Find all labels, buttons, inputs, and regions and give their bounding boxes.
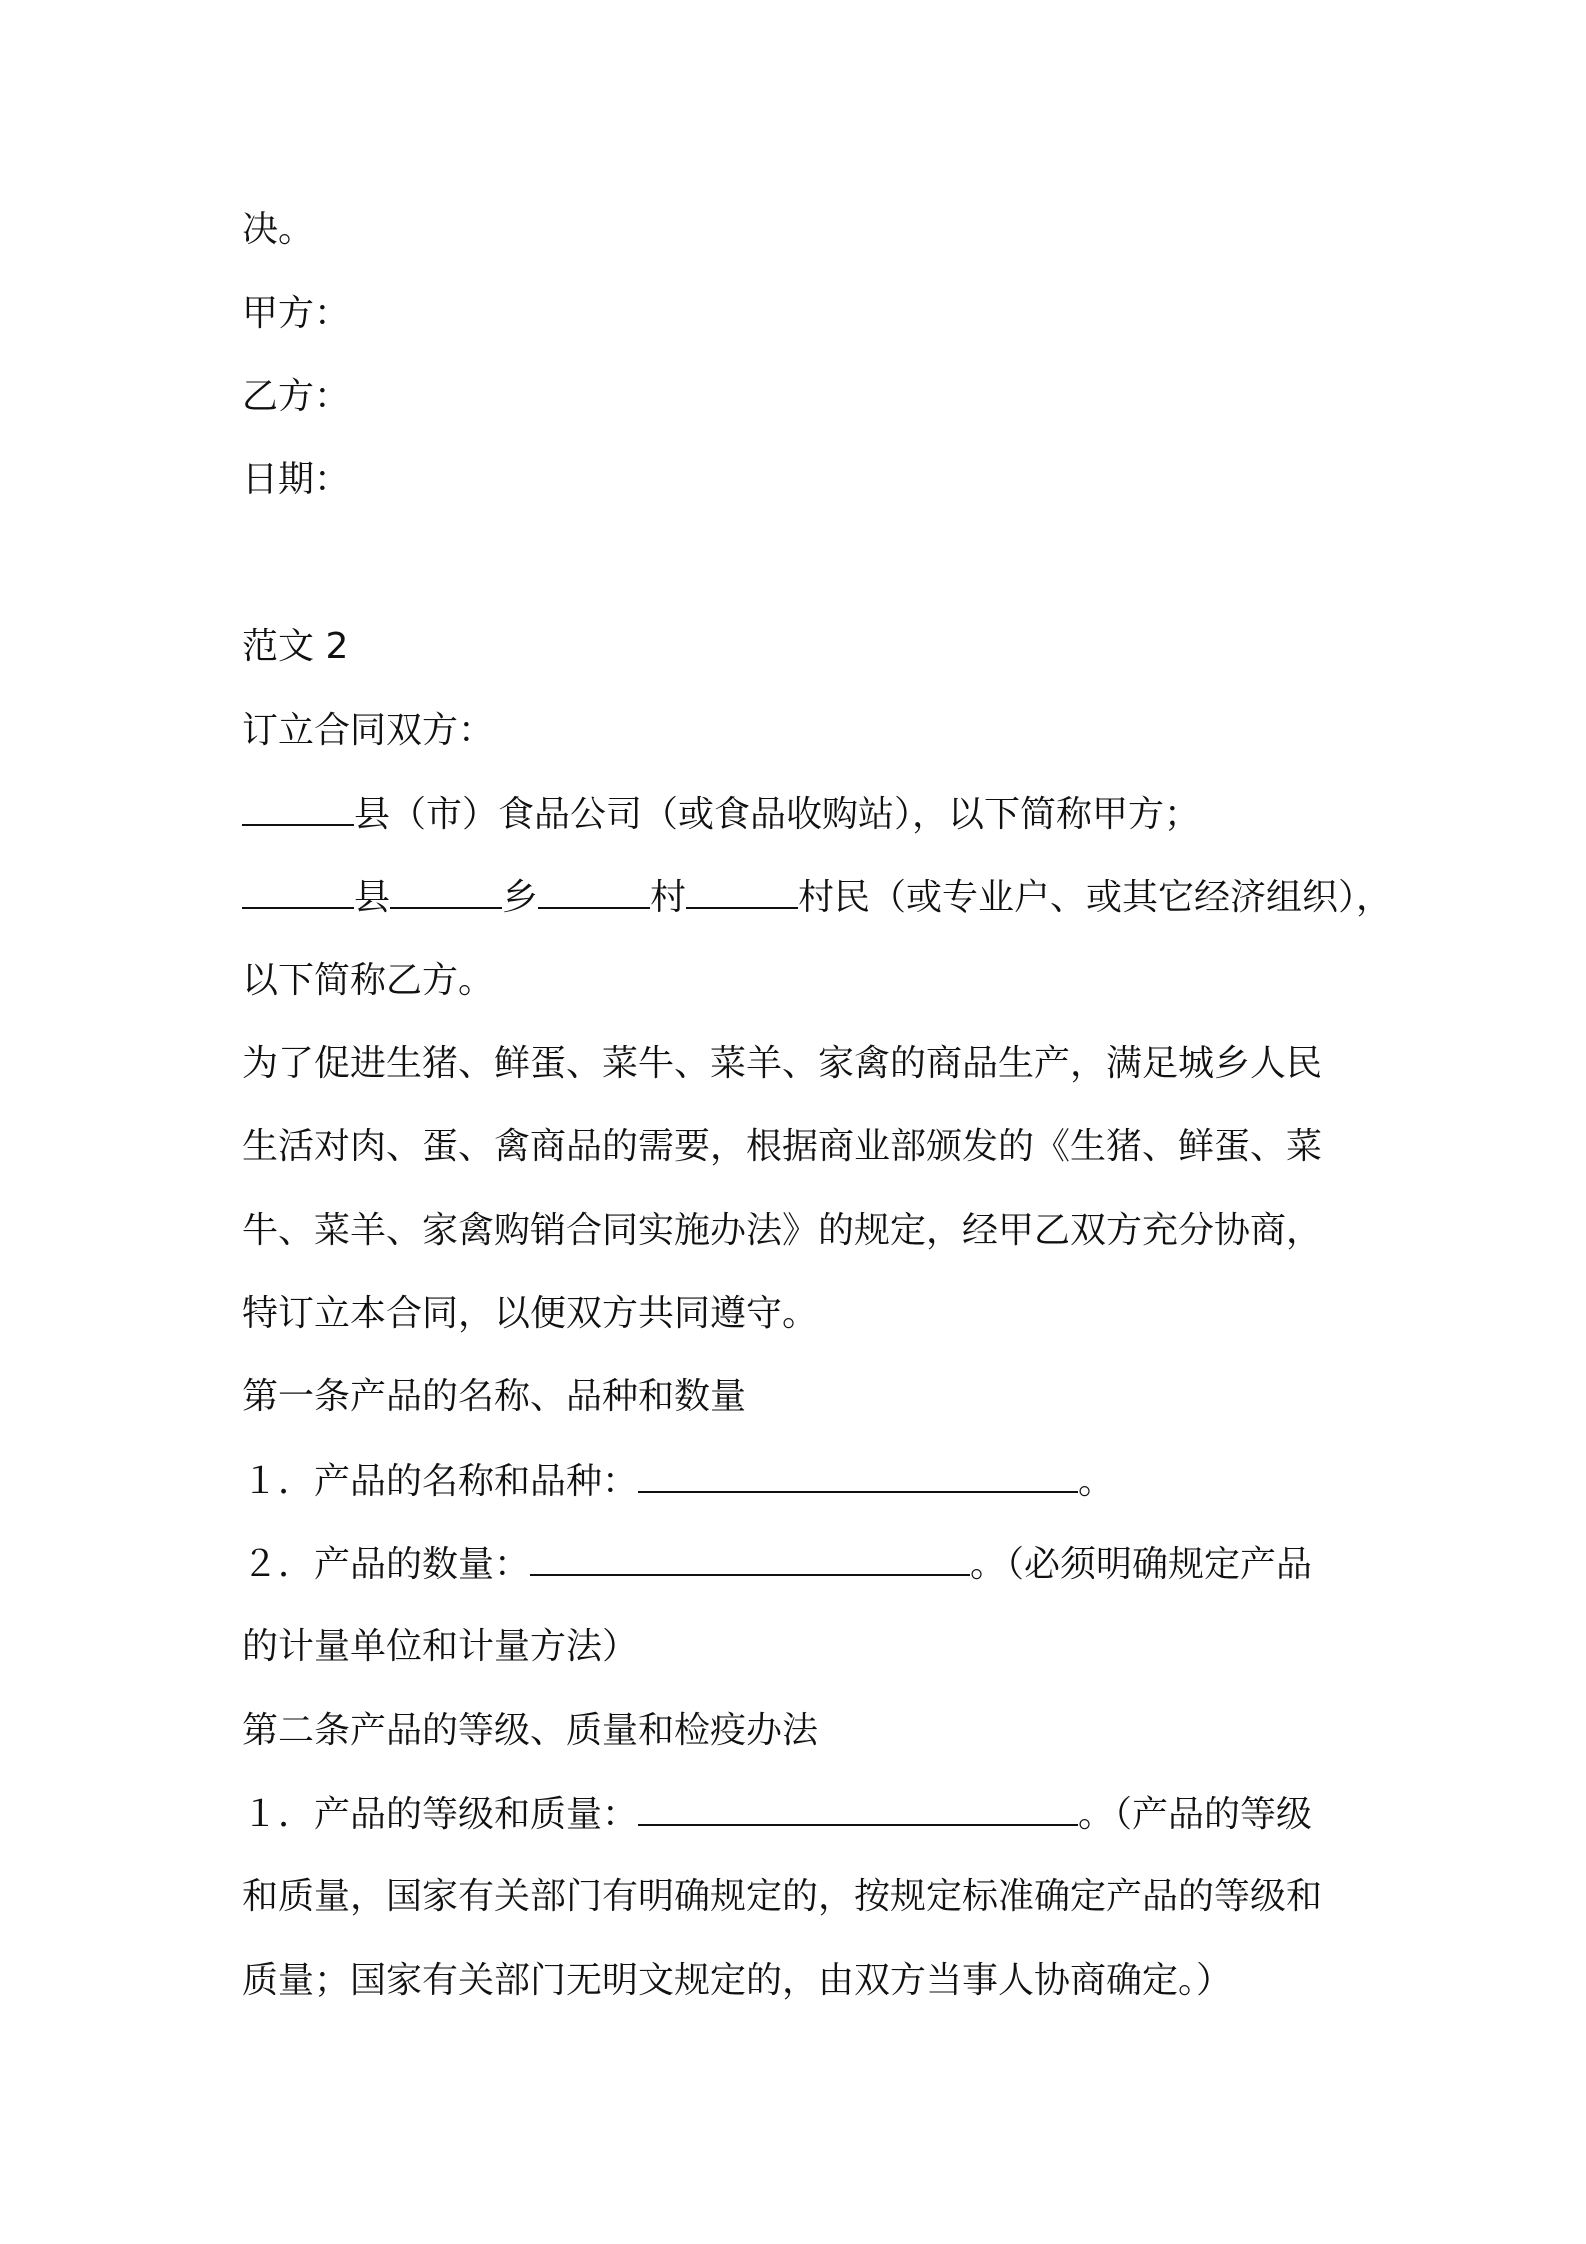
line-text: 特订立本合同，以便双方共同遵守。	[242, 1293, 819, 1334]
text-line	[242, 1540, 1312, 1589]
text-line	[242, 1207, 1322, 1255]
line-text: 乙方：	[242, 376, 351, 417]
blank-field	[242, 873, 354, 909]
line-text: 县（市）食品公司（或食品收购站），以下简称甲方；	[354, 794, 1201, 835]
line-text: 。	[1078, 1461, 1115, 1502]
line-text: 日期：	[242, 459, 351, 500]
line-text: 村	[650, 877, 687, 918]
blank-field	[390, 873, 502, 909]
line-text: 生活对肉、蛋、禽商品的需要，根据商业部颁发的《生猪、鲜蛋、菜	[242, 1126, 1323, 1167]
section-heading	[242, 623, 348, 671]
line-text: 甲方：	[242, 293, 351, 334]
party-b-line	[242, 373, 350, 421]
text-line	[242, 1123, 1322, 1171]
line-text: 决。	[242, 209, 315, 250]
date-line	[242, 456, 350, 504]
blank-field	[638, 1790, 1078, 1826]
blank-field	[638, 1457, 1078, 1493]
text-line	[242, 790, 1200, 839]
text-line	[242, 1457, 1114, 1506]
text-line	[242, 1790, 1312, 1839]
article-heading	[242, 1707, 818, 1755]
blank-field	[686, 873, 798, 909]
line-text: 以下简称乙方。	[242, 960, 495, 1001]
line-text: 乡	[502, 877, 539, 918]
blank-field	[538, 873, 650, 909]
line-text: 为了促进生猪、鲜蛋、菜牛、菜羊、家禽的商品生产，满足城乡人民	[242, 1043, 1323, 1084]
line-text: 第二条产品的等级、质量和检疫办法	[242, 1710, 819, 1751]
text-line	[242, 707, 494, 755]
text-line	[242, 1873, 1322, 1921]
line-text: 牛、菜羊、家禽购销合同实施办法》的规定，经甲乙双方充分协商，	[242, 1210, 1323, 1251]
text-line	[242, 206, 314, 254]
article-heading	[242, 1373, 746, 1421]
line-text: 。（必须明确规定产品	[970, 1544, 1313, 1585]
line-text: 第一条产品的名称、品种和数量	[242, 1376, 747, 1417]
line-text: １．产品的名称和品种：	[242, 1461, 639, 1502]
line-text: 县	[354, 877, 391, 918]
line-text: 和质量，国家有关部门有明确规定的，按规定标准确定产品的等级和	[242, 1876, 1323, 1917]
heading-text: 范文 2	[242, 626, 349, 667]
line-text: 订立合同双方：	[242, 710, 495, 751]
text-line	[242, 1957, 1232, 2005]
blank-field	[530, 1540, 970, 1576]
party-a-line	[242, 290, 350, 338]
text-line	[242, 957, 494, 1005]
line-text: 质量；国家有关部门无明文规定的，由双方当事人协商确定。）	[242, 1960, 1233, 2001]
line-text: 村民（或专业户、或其它经济组织），	[798, 877, 1393, 918]
text-line	[242, 873, 1392, 922]
line-text: 。（产品的等级	[1078, 1794, 1313, 1835]
text-line	[242, 1623, 638, 1671]
line-text: １．产品的等级和质量：	[242, 1794, 639, 1835]
line-text: 的计量单位和计量方法）	[242, 1626, 639, 1667]
blank-field	[242, 790, 354, 826]
line-text: ２．产品的数量：	[242, 1544, 531, 1585]
text-line	[242, 1290, 818, 1338]
text-line	[242, 1040, 1322, 1088]
